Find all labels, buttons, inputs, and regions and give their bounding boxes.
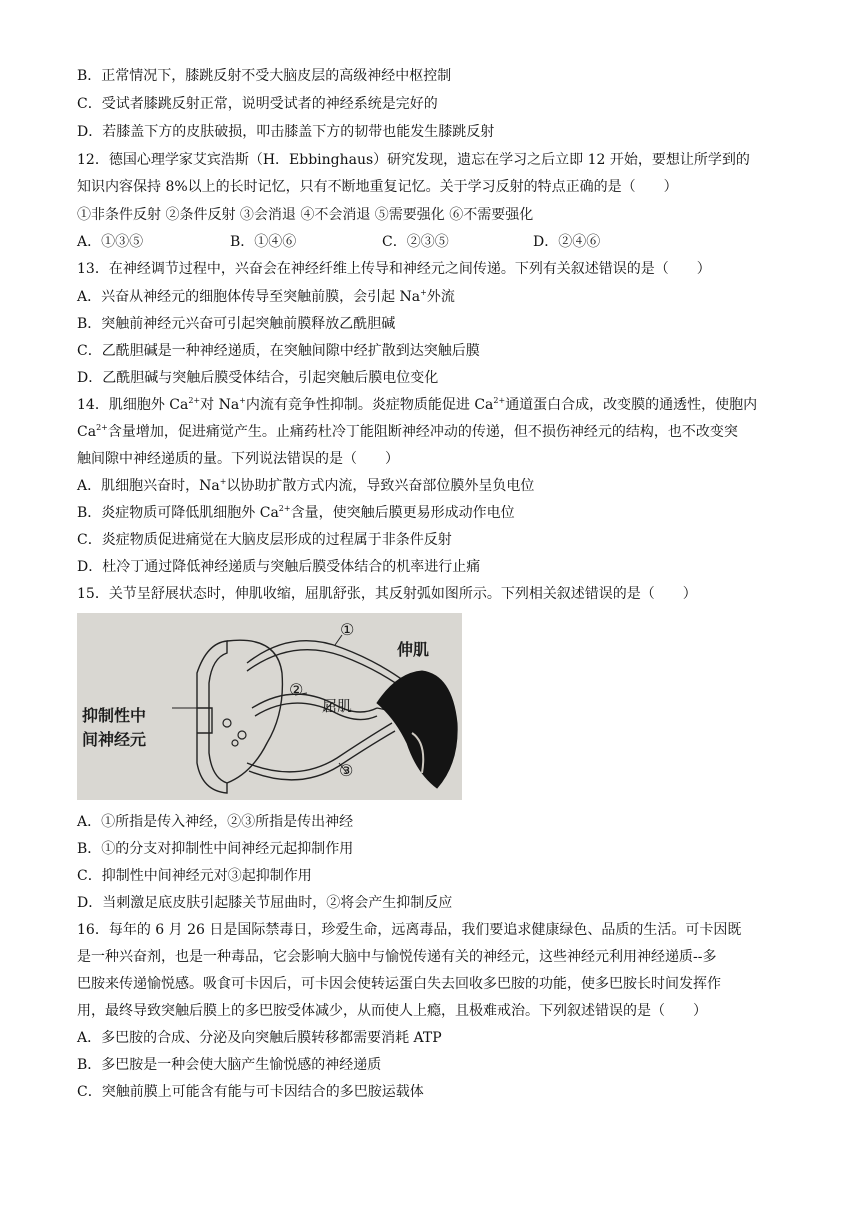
q13-option-a: A．兴奋从神经元的细胞体传导至突触前膜，会引起 Na+外流 [77,288,455,305]
q16-option-b: B．多巴胺是一种会使大脑产生愉悦感的神经递质 [77,1057,382,1073]
q15-option-b: B．①的分支对抑制性中间神经元起抑制作用 [77,841,354,857]
q12-option-c: C．②③⑤ [382,234,449,250]
q14-stem-line2: $Ca^{2+}$含量增加，促进痛觉产生。止痛药杜冷丁能阻断神经冲动的传递，但不损伤神经元的结构，也不改变突 [77,423,738,440]
q15-option-c: C．抑制性中间神经元对③起抑制作用 [77,868,312,884]
label-extensor: 伸肌 [397,640,430,659]
label-flexor: 屈肌 [322,697,353,715]
label-inhibitory-interneuron-2: 间神经元 [82,730,147,749]
q15-stem: 15．关节呈舒展状态时，伸肌收缩，屈肌舒张，其反射弧如图所示。下列相关叙述错误的是（ ） [77,586,697,602]
q12-items: ①非条件反射 ②条件反射 ③会消退 ④不会消退 ⑤需要强化 ⑥不需要强化 [77,207,534,223]
q15-option-d: D．当刺激足底皮肤引起膝关节屈曲时，②将会产生抑制反应 [77,895,453,911]
q15-option-a: A．①所指是传入神经，②③所指是传出神经 [77,814,354,830]
q11-option-b: B．正常情况下，膝跳反射不受大脑皮层的高级神经中枢控制 [77,68,452,84]
q14-option-b: B．炎症物质可降低肌细胞外 $Ca^{2+}$含量，使突触后膜更易形成动作电位 [77,504,515,521]
q14-stem-line3: 触间隙中神经递质的量。下列说法错误的是（ ） [77,451,399,467]
label-nerve-2: ② [289,680,304,699]
q13-stem: 13．在神经调节过程中，兴奋会在神经纤维上传导和神经元之间传递。下列有关叙述错误的是（ ） [77,261,711,277]
q11-option-c: C．受试者膝跳反射正常，说明受试者的神经系统是完好的 [77,96,438,112]
q14-stem-line1: 14．肌细胞外 $Ca^{2+}$对 Na+内流有竞争性抑制。炎症物质能促进 $Ca^{2+}$通道蛋白合成，改变膜的通透性，使胞内 [77,396,758,413]
reflex-arc-figure [77,613,462,800]
label-nerve-1: ① [340,620,355,639]
label-inhibitory-interneuron-1: 抑制性中 [82,706,147,725]
q12-option-d: D．②④⑥ [533,234,601,250]
q16-stem-line3: 巴胺来传递愉悦感。吸食可卡因后，可卡因会使转运蛋白失去回收多巴胺的功能，使多巴胺长时间发挥作 [77,976,721,992]
q16-stem-line1: 16．每年的 6 月 26 日是国际禁毒日，珍爱生命，远离毒品，我们要追求健康绿色、品质的生活。可卡因既 [77,922,742,938]
q13-option-b: B．突触前神经元兴奋可引起突触前膜释放乙酰胆碱 [77,316,396,332]
q12-stem-line2: 知识内容保持 8%以上的长时记忆，只有不断地重复记忆。关于学习反射的特点正确的是（ ） [77,179,678,195]
q16-stem-line2: 是一种兴奋剂，也是一种毒品，它会影响大脑中与愉悦传递有关的神经元，这些神经元利用神经递质--多 [77,949,717,965]
q12-option-b: B．①④⑥ [230,234,297,250]
q14-option-d: D．杜冷丁通过降低神经递质与突触后膜受体结合的机率进行止痛 [77,559,481,575]
q16-option-c: C．突触前膜上可能含有能与可卡因结合的多巴胺运载体 [77,1084,424,1100]
reflex-arc-diagram [77,613,462,800]
q11-option-d: D．若膝盖下方的皮肤破损，叩击膝盖下方的韧带也能发生膝跳反射 [77,124,495,140]
q12-option-a: A．①③⑤ [77,234,144,250]
q16-option-a: A．多巴胺的合成、分泌及向突触后膜转移都需要消耗 ATP [77,1030,442,1046]
q16-stem-line4: 用，最终导致突触后膜上的多巴胺受体减少，从而使人上瘾，且极难戒治。下列叙述错误的是（ ） [77,1003,707,1019]
q13-option-c: C．乙酰胆碱是一种神经递质，在突触间隙中经扩散到达突触后膜 [77,343,480,359]
q13-option-d: D．乙酰胆碱与突触后膜受体结合，引起突触后膜电位变化 [77,370,439,386]
q12-options [77,232,797,252]
q14-option-a: A．肌细胞兴奋时，Na+以协助扩散方式内流，导致兴奋部位膜外呈负电位 [77,477,535,494]
q14-option-c: C．炎症物质促进痛觉在大脑皮层形成的过程属于非条件反射 [77,532,452,548]
q12-stem-line1: 12．德国心理学家艾宾浩斯（H．Ebbinghaus）研究发现，遗忘在学习之后立即 12 开始，要想让所学到的 [77,152,750,168]
label-nerve-3: ③ [339,761,354,780]
